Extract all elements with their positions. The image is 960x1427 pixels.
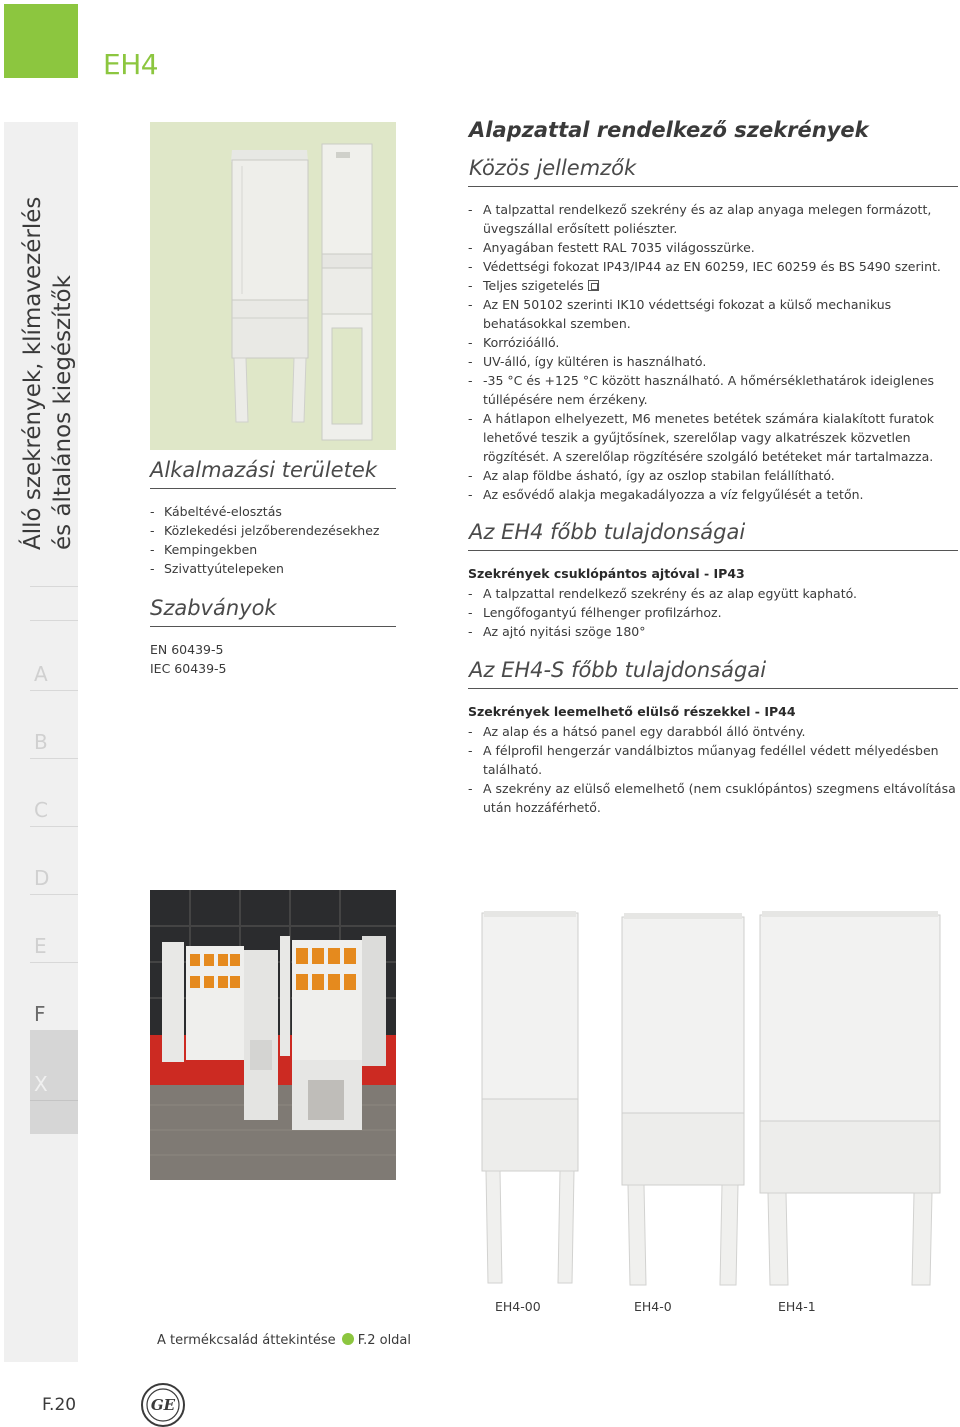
overview-page-ref[interactable]: F.2 oldal bbox=[357, 1333, 412, 1348]
list-item: - Az alap és a hátsó panel egy darabból álló öntvény. bbox=[468, 722, 960, 741]
double-insulation-icon bbox=[588, 280, 599, 291]
sidebar-item-d[interactable]: D bbox=[34, 866, 50, 890]
page-code: EH4 bbox=[103, 48, 159, 81]
sidebar-title-line2: és általános kiegészítők bbox=[50, 275, 76, 550]
sidebar-item-a[interactable]: A bbox=[34, 662, 48, 686]
page-number: F.20 bbox=[42, 1395, 77, 1415]
list-item: - Az ajtó nyitási szöge 180° bbox=[468, 622, 960, 641]
ge-logo-text: GE bbox=[150, 1396, 176, 1414]
standards-title: Szabványok bbox=[150, 596, 277, 620]
list-item: - Az EN 50102 szerinti IK10 védettségi fokozat a külső mechanikus behatásokkal szemben. bbox=[468, 295, 960, 333]
list-item-text: Teljes szigetelés bbox=[483, 278, 584, 293]
sidebar-item-b[interactable]: B bbox=[34, 730, 48, 754]
list-item: - A hátlapon elhelyezett, M6 menetes betétek számára kialakított furatok lehetővé teszik a gyűjtősínek, szerelőlap vagy alkatrészek közvetlen rögzítését. A szerelőlap rögzítésére szolgáló betéteket már tartalmazza. bbox=[468, 409, 960, 466]
list-item: - Kábeltévé-elosztás bbox=[150, 502, 396, 521]
section-rule bbox=[150, 488, 396, 489]
installation-photo bbox=[150, 890, 396, 1180]
standard-item: IEC 60439-5 bbox=[150, 661, 227, 676]
sidebar-divider bbox=[30, 586, 78, 587]
sidebar-item-f[interactable]: F bbox=[34, 1002, 46, 1026]
sidebar-title bbox=[4, 150, 78, 550]
common-features-title: Közös jellemzők bbox=[469, 156, 637, 180]
sidebar-divider bbox=[30, 758, 78, 759]
list-item: - A félprofil hengerzár vandálbiztos műanyag fedéllel védett mélyedésben található. bbox=[468, 741, 960, 779]
eh4s-subtitle: Szekrények leemelhető elülső részekkel - IP44 bbox=[468, 704, 796, 719]
product-photo-cabinets bbox=[150, 122, 396, 450]
common-features-list bbox=[468, 200, 960, 504]
caption-eh4-1: EH4-1 bbox=[778, 1299, 816, 1314]
list-item: - -35 °C és +125 °C között használható. A hőmérséklethatárok ideiglenes túllépésére nem érzékeny. bbox=[468, 371, 960, 409]
list-item: - Lengőfogantyú félhenger profilzárhoz. bbox=[468, 603, 960, 622]
section-rule bbox=[468, 550, 958, 551]
caption-eh4-00: EH4-00 bbox=[495, 1299, 541, 1314]
applications-title: Alkalmazási területek bbox=[150, 458, 377, 482]
eh4-features-list bbox=[468, 584, 960, 641]
list-item: - Kempingekben bbox=[150, 540, 396, 559]
sidebar-divider bbox=[30, 1100, 78, 1101]
sidebar-item-e[interactable]: E bbox=[34, 934, 47, 958]
list-item: - Az alap földbe ásható, így az oszlop stabilan felállítható. bbox=[468, 466, 960, 485]
sidebar-divider bbox=[30, 962, 78, 963]
list-item: - A talpzattal rendelkező szekrény és az alap anyaga melegen formázott, üvegszállal erősített poliészter. bbox=[468, 200, 960, 238]
list-item: - A szekrény az elülső elemelhető (nem csuklópántos) szegmens eltávolítása után hozzáférhető. bbox=[468, 779, 960, 817]
overview-text: A termékcsalád áttekintése bbox=[157, 1333, 336, 1348]
ge-logo bbox=[141, 1383, 185, 1427]
list-item: - Korrózióálló. bbox=[468, 333, 960, 352]
eh4-subtitle: Szekrények csuklópántos ajtóval - IP43 bbox=[468, 566, 745, 581]
sidebar-divider bbox=[30, 826, 78, 827]
section-rule bbox=[468, 688, 958, 689]
list-item: - UV-álló, így kültéren is használható. bbox=[468, 352, 960, 371]
section-rule bbox=[150, 626, 396, 627]
bullet-dot-icon bbox=[342, 1333, 354, 1345]
list-item bbox=[468, 276, 960, 295]
applications-list bbox=[150, 502, 396, 578]
list-item: - A talpzattal rendelkező szekrény és az alap együtt kapható. bbox=[468, 584, 960, 603]
overview-link[interactable] bbox=[157, 1333, 411, 1348]
list-item: - Közlekedési jelzőberendezésekhez bbox=[150, 521, 396, 540]
list-item: - Az esővédő alakja megakadályozza a víz felgyűlését a tetőn. bbox=[468, 485, 960, 504]
list-item: - Anyagában festett RAL 7035 világosszürke. bbox=[468, 238, 960, 257]
list-item: - Védettségi fokozat IP43/IP44 az EN 60259, IEC 60259 és BS 5490 szerint. bbox=[468, 257, 960, 276]
sidebar-divider bbox=[30, 620, 78, 621]
eh4s-features-title: Az EH4-S főbb tulajdonságai bbox=[469, 658, 767, 682]
eh4s-features-list bbox=[468, 722, 960, 817]
sidebar-item-x[interactable]: X bbox=[34, 1072, 48, 1096]
page-title: Alapzattal rendelkező szekrények bbox=[469, 118, 869, 142]
sidebar-item-c[interactable]: C bbox=[34, 798, 48, 822]
caption-eh4-0: EH4-0 bbox=[634, 1299, 672, 1314]
sidebar-divider bbox=[30, 690, 78, 691]
sidebar-title-line1: Álló szekrények, klímavezérlés bbox=[20, 196, 46, 550]
sidebar-divider bbox=[30, 894, 78, 895]
standard-item: EN 60439-5 bbox=[150, 642, 224, 657]
eh4-features-title: Az EH4 főbb tulajdonságai bbox=[469, 520, 746, 544]
section-rule bbox=[468, 186, 958, 187]
brand-color-block bbox=[4, 4, 78, 78]
product-lineup-photo bbox=[468, 895, 960, 1295]
list-item: - Szivattyútelepeken bbox=[150, 559, 396, 578]
